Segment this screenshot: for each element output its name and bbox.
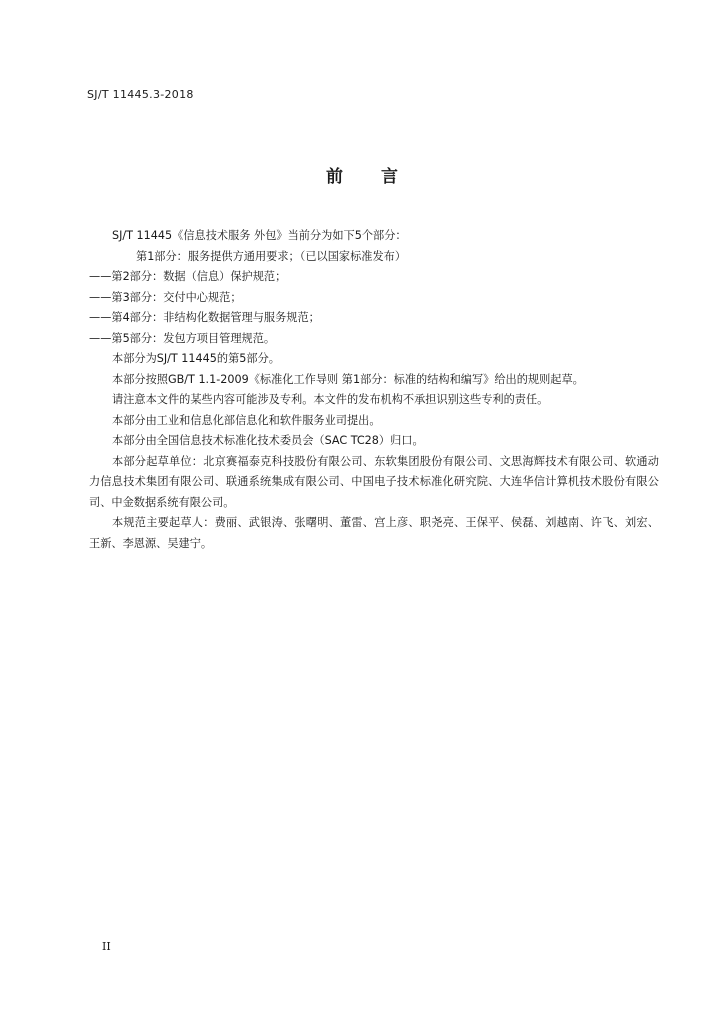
part-2-item: ——第2部分：数据（信息）保护规范； bbox=[89, 270, 287, 283]
part-5-item: ——第5部分：发包方项目管理规范。 bbox=[89, 331, 276, 345]
drafters: 本规范主要起草人：费丽、武银涛、张曙明、董雷、宫上彦、职尧亮、王保平、侯磊、刘越南、许飞、刘宏、王新、李恩源、吴建宁。 bbox=[89, 516, 659, 550]
proposer-statement: 本部分由工业和信息化部信息化和软件服务业司提出。 bbox=[112, 413, 381, 427]
foreword-body bbox=[89, 226, 659, 554]
standard-code-header: SJ/T 11445.3-2018 bbox=[87, 88, 194, 101]
page-number: II bbox=[102, 940, 111, 953]
page-title: 前言 bbox=[326, 167, 436, 187]
parts-intro: SJ/T 11445《信息技术服务 外包》当前分为如下5个部分： bbox=[112, 229, 407, 242]
drafting-rules: 本部分按照GB/T 1.1-2009《标准化工作导则 第1部分：标准的结构和编写》给出的规则起草。 bbox=[112, 372, 584, 386]
part-1-item: 第1部分：服务提供方通用要求；（已以国家标准发布） bbox=[136, 249, 407, 263]
drafting-organizations: 本部分起草单位：北京赛福泰克科技股份有限公司、东软集团股份有限公司、文思海辉技术有限公司、软通动力信息技术集团有限公司、联通系统集成有限公司、中国电子技术标准化研究院、大连华信计算机技术股份有限公司、中金数据系统有限公司。 bbox=[89, 454, 659, 509]
part-3-item: ——第3部分：交付中心规范； bbox=[89, 290, 242, 304]
part-statement: 本部分为SJ/T 11445的第5部分。 bbox=[112, 352, 280, 365]
administrator-statement: 本部分由全国信息技术标准化技术委员会（SAC TC28）归口。 bbox=[112, 434, 424, 447]
part-4-item: ——第4部分：非结构化数据管理与服务规范； bbox=[89, 311, 320, 324]
patent-notice: 请注意本文件的某些内容可能涉及专利。本文件的发布机构不承担识别这些专利的责任。 bbox=[112, 393, 549, 406]
